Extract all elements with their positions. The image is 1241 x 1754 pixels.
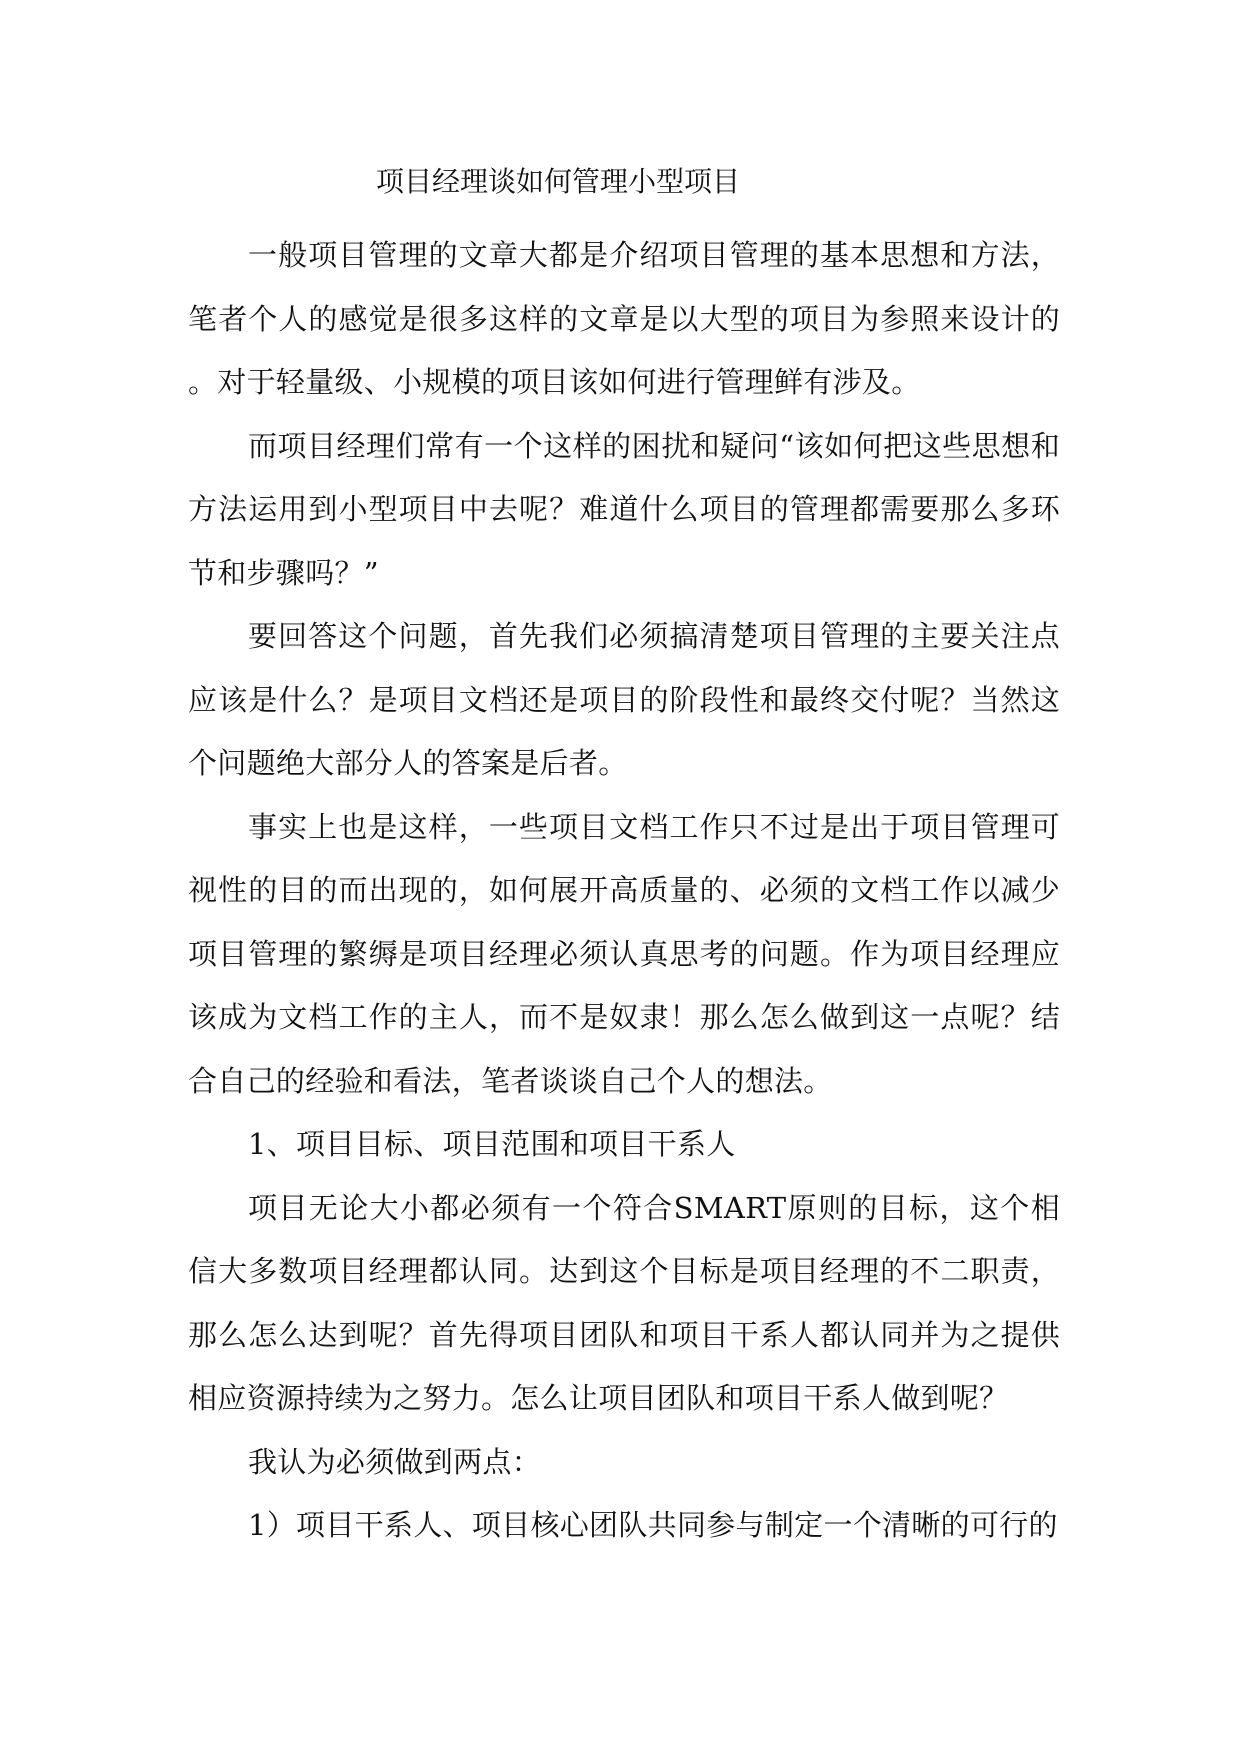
section-heading-1: 1、项目目标、项目范围和项目干系人 [248, 1127, 736, 1161]
paragraph-intro: 一般项目管理的文章大都是介绍项目管理的基本思想和方法，笔者个人的感觉是很多这样的文章是以大型的项目为参照来设计的。对于轻量级、小规模的项目该如何进行管理鲜有涉及。 [188, 238, 1060, 399]
list-item-1: 1）项目干系人、项目核心团队共同参与制定一个清晰的可行的 [248, 1508, 1058, 1542]
paragraph-answer: 要回答这个问题，首先我们必须搞清楚项目管理的主要关注点应该是什么？是项目文档还是项目的阶段性和最终交付呢？当然这个问题绝大部分人的答案是后者。 [188, 619, 1060, 780]
paragraph-smart-goal: 项目无论大小都必须有一个符合SMART原则的目标，这个相信大多数项目经理都认同。达到这个目标是项目经理的不二职责，那么怎么达到呢？首先得项目团队和项目干系人都认同并为之提供相应资源持续为之努力。怎么让项目团队和项目干系人做到呢？ [188, 1190, 1060, 1415]
paragraph-question: 而项目经理们常有一个这样的困扰和疑问“该如何把这些思想和方法运用到小型项目中去呢？难道什么项目的管理都需要那么多环节和步骤吗？” [188, 428, 1060, 590]
paragraph-documentation: 事实上也是这样，一些项目文档工作只不过是出于项目管理可视性的目的而出现的，如何展开高质量的、必须的文档工作以减少项目管理的繁缛是项目经理必须认真思考的问题。作为项目经理应该成为文档工作的主人，而不是奴隶！那么怎么做到这一点呢？结合自己的经验和看法，笔者谈谈自己个人的想法。 [188, 809, 1060, 1098]
paragraph-two-points: 我认为必须做到两点： [248, 1444, 542, 1479]
document-body [188, 224, 1060, 1558]
document-title: 项目经理谈如何管理小型项目 [376, 165, 741, 198]
